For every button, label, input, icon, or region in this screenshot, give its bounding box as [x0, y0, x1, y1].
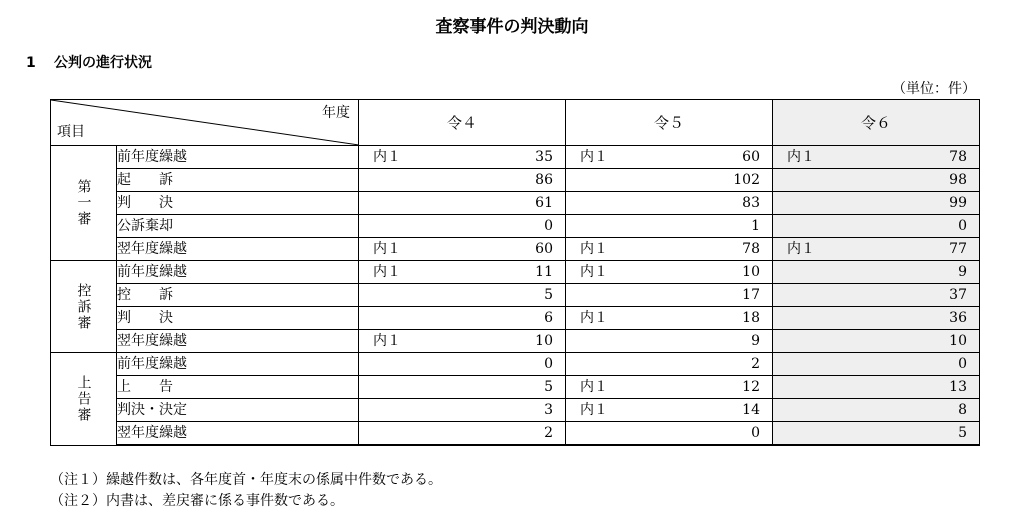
data-cell — [359, 376, 566, 399]
cell-value: 5 — [958, 425, 967, 441]
cell-value: 98 — [949, 172, 967, 188]
data-cell — [773, 307, 980, 330]
data-cell — [773, 215, 980, 238]
cell-value: 102 — [733, 172, 760, 188]
cell-value: 8 — [958, 402, 967, 418]
header-row — [51, 100, 980, 146]
unit-label: （単位：件） — [892, 81, 976, 97]
section-number: 1 — [26, 55, 36, 71]
cell-value: 10 — [949, 333, 967, 349]
cell-value: 2 — [751, 356, 760, 372]
header-diagonal-cell — [51, 100, 359, 146]
data-cell — [773, 261, 980, 284]
table-row — [51, 169, 980, 192]
note-2: （注２）内書は、差戻審に係る事件数である。 — [50, 493, 344, 509]
cell-value: 10 — [535, 333, 553, 349]
cell-value: 17 — [742, 287, 760, 303]
data-cell — [773, 192, 980, 215]
data-cell — [359, 146, 566, 169]
cell-value: 99 — [949, 195, 967, 211]
table-body — [51, 146, 980, 446]
data-cell — [359, 284, 566, 307]
cell-value: 37 — [949, 287, 967, 303]
judgment-trend-table — [50, 99, 980, 446]
data-cell — [359, 330, 566, 353]
data-cell — [566, 192, 773, 215]
table-row — [51, 146, 980, 169]
data-cell — [566, 146, 773, 169]
cell-value: 0 — [544, 356, 553, 372]
cell-prefix: 内１ — [580, 264, 608, 280]
data-cell — [773, 353, 980, 376]
table-row — [51, 422, 980, 446]
data-cell — [773, 146, 980, 169]
data-cell — [566, 399, 773, 422]
table-row — [51, 215, 980, 238]
data-cell — [773, 330, 980, 353]
cell-value: 13 — [949, 379, 967, 395]
diagonal-line — [51, 100, 359, 145]
cell-value: 12 — [742, 379, 760, 395]
cell-prefix: 内１ — [580, 379, 608, 395]
cell-value: 78 — [742, 241, 760, 257]
data-cell — [566, 238, 773, 261]
cell-value: 18 — [742, 310, 760, 326]
row-label: 翌年度繰越 — [117, 238, 359, 261]
cell-value: 78 — [949, 149, 967, 165]
data-cell — [359, 399, 566, 422]
header-year-r6: 令６ — [773, 100, 980, 146]
data-cell — [773, 169, 980, 192]
cell-value: 2 — [544, 425, 553, 441]
row-label: 起 訴 — [117, 169, 359, 192]
cell-value: 36 — [949, 310, 967, 326]
data-cell — [566, 376, 773, 399]
data-cell — [773, 284, 980, 307]
data-cell — [359, 215, 566, 238]
row-label: 前年度繰越 — [117, 353, 359, 376]
cell-value: 1 — [751, 218, 760, 234]
row-label: 控 訴 — [117, 284, 359, 307]
data-cell — [566, 330, 773, 353]
header-year-r5: 令５ — [566, 100, 773, 146]
table-row — [51, 284, 980, 307]
cell-prefix: 内１ — [373, 241, 401, 257]
data-cell — [359, 422, 566, 446]
section-heading — [26, 52, 152, 72]
cell-value: 5 — [544, 379, 553, 395]
group-label: 控訴審 — [51, 261, 117, 353]
cell-value: 3 — [544, 402, 553, 418]
row-label: 前年度繰越 — [117, 261, 359, 284]
table-row — [51, 261, 980, 284]
data-cell — [773, 238, 980, 261]
row-label: 翌年度繰越 — [117, 330, 359, 353]
cell-value: 5 — [544, 287, 553, 303]
row-label: 判 決 — [117, 307, 359, 330]
data-cell — [773, 399, 980, 422]
cell-prefix: 内１ — [580, 310, 608, 326]
cell-prefix: 内１ — [373, 149, 401, 165]
group-label: 上告審 — [51, 353, 117, 446]
table-row — [51, 192, 980, 215]
data-cell — [359, 238, 566, 261]
cell-prefix: 内１ — [787, 149, 815, 165]
table-row — [51, 399, 980, 422]
data-cell — [566, 422, 773, 446]
cell-prefix: 内１ — [580, 241, 608, 257]
data-cell — [359, 261, 566, 284]
cell-prefix: 内１ — [787, 241, 815, 257]
data-cell — [566, 307, 773, 330]
data-cell — [359, 169, 566, 192]
header-year-label: 年度 — [322, 105, 350, 121]
row-label: 公訴棄却 — [117, 215, 359, 238]
notes — [50, 470, 442, 512]
data-cell — [566, 261, 773, 284]
table-row — [51, 307, 980, 330]
row-label: 前年度繰越 — [117, 146, 359, 169]
cell-prefix: 内１ — [580, 149, 608, 165]
cell-value: 60 — [535, 241, 553, 257]
row-label: 翌年度繰越 — [117, 422, 359, 446]
data-cell — [566, 353, 773, 376]
data-cell — [359, 353, 566, 376]
table-row — [51, 376, 980, 399]
cell-value: 86 — [535, 172, 553, 188]
cell-value: 11 — [535, 264, 553, 280]
data-cell — [359, 307, 566, 330]
data-cell — [566, 284, 773, 307]
row-label: 判 決 — [117, 192, 359, 215]
cell-value: 9 — [751, 333, 760, 349]
table-row — [51, 330, 980, 353]
cell-value: 61 — [535, 195, 553, 211]
cell-prefix: 内１ — [373, 264, 401, 280]
table-row — [51, 238, 980, 261]
row-label: 上 告 — [117, 376, 359, 399]
header-item-label: 項目 — [57, 124, 85, 140]
data-cell — [773, 422, 980, 446]
cell-value: 9 — [958, 264, 967, 280]
group-label: 第一審 — [51, 146, 117, 261]
cell-value: 0 — [958, 218, 967, 234]
table-row — [51, 353, 980, 376]
cell-value: 60 — [742, 149, 760, 165]
section-label: 公判の進行状況 — [54, 55, 152, 71]
cell-value: 6 — [544, 310, 553, 326]
cell-prefix: 内１ — [580, 402, 608, 418]
data-cell — [566, 215, 773, 238]
data-cell — [566, 169, 773, 192]
cell-value: 83 — [742, 195, 760, 211]
cell-value: 0 — [544, 218, 553, 234]
data-cell — [359, 192, 566, 215]
header-year-r4: 令４ — [359, 100, 566, 146]
cell-value: 0 — [958, 356, 967, 372]
cell-value: 35 — [535, 149, 553, 165]
cell-prefix: 内１ — [373, 333, 401, 349]
cell-value: 0 — [751, 425, 760, 441]
note-1: （注１）繰越件数は、各年度首・年度末の係属中件数である。 — [50, 472, 442, 488]
cell-value: 10 — [742, 264, 760, 280]
cell-value: 14 — [742, 402, 760, 418]
row-label: 判決・決定 — [117, 399, 359, 422]
cell-value: 77 — [949, 241, 967, 257]
data-cell — [773, 376, 980, 399]
page-title: 査察事件の判決動向 — [435, 17, 589, 37]
